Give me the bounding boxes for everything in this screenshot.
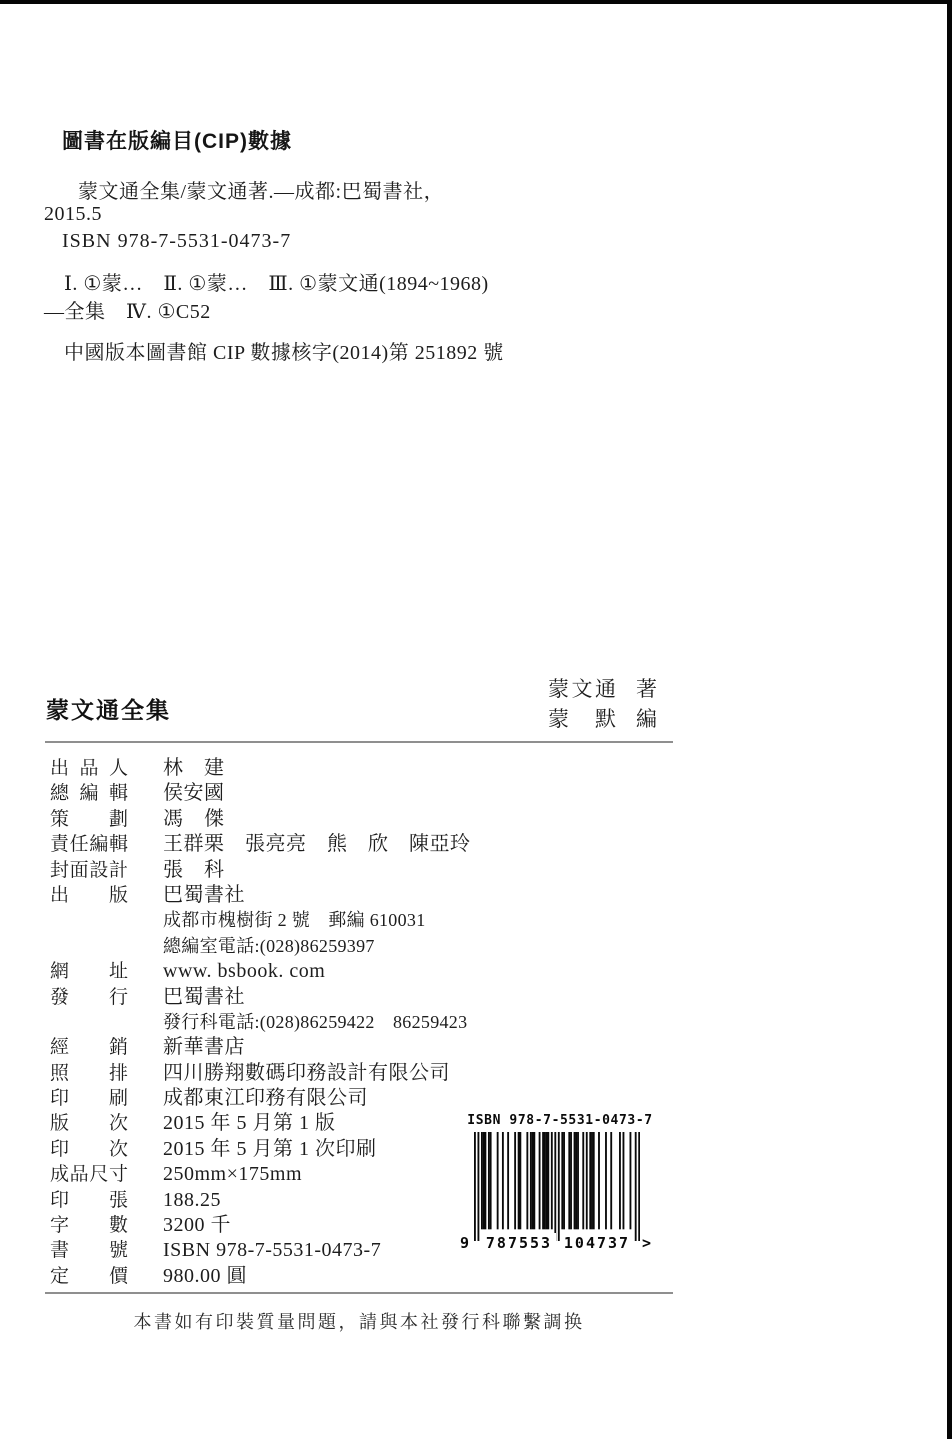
credit-row [548,674,657,704]
colophon-value: 2015 年 5 月第 1 次印刷 [163,1137,377,1160]
scan-artifact-right-edge [947,0,952,1439]
cip-isbn-line: ISBN 978-7-5531-0473-7 [62,230,292,252]
colophon-subrow [50,934,690,959]
cip-line: 2015.5 [44,203,102,225]
divider-bottom [45,1292,673,1294]
barcode-digits-left: 787553 [482,1233,556,1253]
colophon-label: 照 排 [50,1062,128,1084]
colophon-label: 字 數 [50,1215,128,1237]
credit-row [548,704,657,734]
colophon-label: 版 次 [50,1113,128,1135]
colophon-row [50,959,690,984]
colophon-value: 新華書店 [163,1036,245,1059]
credits-block [548,674,657,734]
colophon-value: 侯安國 [163,782,225,805]
barcode-digits [462,1233,658,1253]
cip-classification-line: —全集 Ⅳ. ①C52 [44,301,211,323]
colophon-label [50,934,128,959]
colophon-row [50,756,690,781]
colophon-label: 定 價 [50,1265,128,1287]
credit-role: 編 [636,707,657,731]
colophon-subline: 總編室電話:(028)86259397 [163,935,375,956]
colophon-value: 巴蜀書社 [163,985,245,1008]
colophon-row [50,985,690,1010]
colophon-value: 馮 傑 [163,807,225,830]
colophon-value: 林 建 [163,757,225,779]
colophon-label: 印 張 [50,1189,128,1211]
colophon-label: 書 號 [50,1240,128,1262]
colophon-subline: 成都市槐樹街 2 號 郵編 610031 [163,910,426,931]
colophon-value: 王群栗 張亮亮 熊 欣 陳亞玲 [163,833,471,856]
book-title: 蒙文通全集 [46,697,171,723]
barcode-isbn-label: ISBN 978-7-5531-0473-7 [467,1113,653,1128]
colophon-value: ISBN 978-7-5531-0473-7 [163,1239,382,1262]
colophon-value: www. bsbook. com [163,960,326,983]
footer-note: 本書如有印裝質量問題，請與本社發行科聯繫調换 [133,1312,585,1332]
colophon-label: 責 任 編 輯 [50,834,128,856]
colophon-label: 印 次 [50,1138,128,1160]
cip-classification-line: Ⅰ. ①蒙… Ⅱ. ①蒙… Ⅲ. ①蒙文通(1894~1968) [64,273,489,295]
colophon-value: 巴蜀書社 [163,883,245,906]
colophon-label: 經 銷 [50,1037,128,1059]
barcode-block [462,1112,658,1253]
colophon-value: 四川勝翔數碼印務設計有限公司 [163,1061,450,1084]
colophon-row [50,858,690,883]
cip-header: 圖書在版編目(CIP)數據 [62,130,292,153]
scan-artifact-top-edge [0,0,952,4]
colophon-row [50,807,690,832]
colophon-row [50,781,690,806]
colophon-label: 發 行 [50,986,128,1008]
colophon-value: 成都東江印務有限公司 [163,1087,368,1110]
colophon-value: 188.25 [163,1188,221,1211]
colophon-label: 出 品 人 [50,758,128,779]
colophon-value: 張 科 [163,858,225,881]
colophon-label: 出 版 [50,884,128,906]
credit-name: 蒙 默 [548,707,616,731]
colophon-subrow [50,1010,690,1035]
barcode-suffix: > [642,1234,652,1252]
colophon-row [50,1035,690,1060]
colophon-label: 總 編 輯 [50,783,128,805]
barcode-digits-right: 104737 [560,1233,634,1253]
colophon-subline: 發行科電話:(028)86259422 86259423 [163,1011,468,1032]
credit-role: 著 [636,677,657,701]
colophon-label [50,908,128,933]
colophon-row [50,1264,690,1289]
colophon-label: 網 址 [50,961,128,983]
colophon-label: 策 劃 [50,808,128,830]
credit-name: 蒙 文 通 [548,677,616,701]
ean13-barcode [474,1132,640,1241]
colophon-value: 3200 千 [163,1214,231,1237]
barcode-digit-first: 9 [460,1234,470,1252]
divider-top [45,741,673,743]
colophon-row [50,1061,690,1086]
colophon-value: 980.00 圓 [163,1264,247,1287]
colophon-label [50,1010,128,1035]
colophon-row [50,883,690,908]
colophon-value: 250mm×175mm [163,1163,303,1186]
colophon-label: 成 品 尺 寸 [50,1164,128,1186]
colophon-label: 封 面 設 計 [50,859,128,881]
colophon-label: 印 刷 [50,1088,128,1110]
cip-registration-line: 中國版本圖書館 CIP 數據核字(2014)第 251892 號 [64,342,504,364]
colophon-row [50,1086,690,1111]
colophon-subrow [50,908,690,933]
colophon-value: 2015 年 5 月第 1 版 [163,1112,336,1135]
cip-line: 蒙文通全集/蒙文通著.—成都:巴蜀書社， [78,181,445,203]
colophon-row [50,832,690,857]
